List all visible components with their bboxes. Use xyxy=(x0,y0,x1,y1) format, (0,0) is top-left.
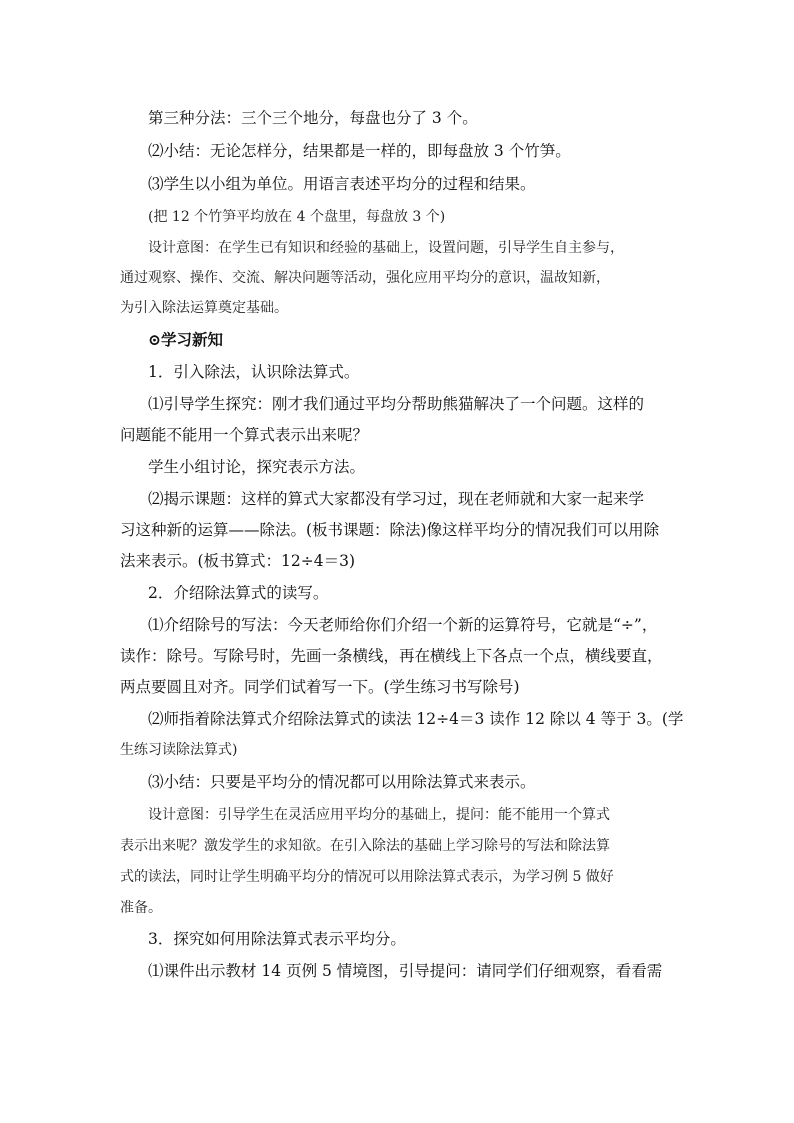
design-intent-line: 准备。 xyxy=(120,900,162,916)
paragraph-line: 2．介绍除法算式的读写。 xyxy=(148,584,329,602)
paragraph-line: 学生小组讨论，探究表示方法。 xyxy=(148,458,366,476)
paragraph-line: ⑵师指着除法算式介绍除法算式的读法 12÷4＝3 读作 12 除以 4 等于 3。(学 xyxy=(148,710,684,728)
paragraph-line: 问题能不能用一个算式表示出来呢？ xyxy=(120,426,369,444)
paragraph-line: 法来表示。(板书算式：12÷4＝3) xyxy=(120,552,356,570)
section-heading: ⊙学习新知 xyxy=(148,330,223,349)
paragraph-line: ⑴介绍除号的写法：今天老师给你们介绍一个新的运算符号，它就是“÷”， xyxy=(148,616,658,634)
paragraph-line: 1．引入除法，认识除法算式。 xyxy=(148,363,360,381)
paragraph-line: 读作：除号。写除号时，先画一条横线，再在横线上下各点一个点，横线要直， xyxy=(120,647,663,665)
paragraph-line: 3．探究如何用除法算式表示平均分。 xyxy=(148,930,406,948)
design-intent-line: 式的读法，同时让学生明确平均分的情况可以用除法算式表示，为学习例 5 做好 xyxy=(120,869,614,885)
design-intent-line: 设计意图：引导学生在灵活应用平均分的基础上，提问：能不能用一个算式 xyxy=(148,807,610,823)
design-intent-line: 表示出来呢？激发学生的求知欲。在引入除法的基础上学习除号的写法和除法算 xyxy=(120,838,610,854)
paragraph-line: (把 12 个竹笋平均放在 4 个盘里，每盘放 3 个) xyxy=(148,209,446,225)
design-intent-line: 通过观察、操作、交流、解决问题等活动，强化应用平均分的意识，温故知新， xyxy=(120,270,610,286)
design-intent-line: 设计意图：在学生已有知识和经验的基础上，设置问题，引导学生自主参与， xyxy=(148,240,624,256)
paragraph-line: 习这种新的运算——除法。(板书课题：除法)像这样平均分的情况我们可以用除 xyxy=(120,521,660,539)
paragraph-line: ⑵小结：无论怎样分，结果都是一样的，即每盘放 3 个竹笋。 xyxy=(148,142,571,160)
paragraph-line: ⑶小结：只要是平均分的情况都可以用除法算式来表示。 xyxy=(148,773,536,791)
paragraph-line: 生练习读除法算式) xyxy=(120,742,238,758)
paragraph-line: ⑵揭示课题：这样的算式大家都没有学习过，现在老师就和大家一起来学 xyxy=(148,490,645,508)
paragraph-line: ⑶学生以小组为单位。用语言表述平均分的过程和结果。 xyxy=(148,175,536,193)
paragraph-line: ⑴引导学生探究：刚才我们通过平均分帮助熊猫解决了一个问题。这样的 xyxy=(148,395,645,413)
paragraph-line: 两点要圆且对齐。同学们试着写一下。(学生练习书写除号) xyxy=(120,678,520,696)
paragraph-line: 第三种分法：三个三个地分，每盘也分了 3 个。 xyxy=(148,109,478,127)
design-intent-line: 为引入除法运算奠定基础。 xyxy=(120,300,288,316)
paragraph-line: ⑴课件出示教材 14 页例 5 情境图，引导提问：请同学们仔细观察，看看需 xyxy=(148,962,663,980)
